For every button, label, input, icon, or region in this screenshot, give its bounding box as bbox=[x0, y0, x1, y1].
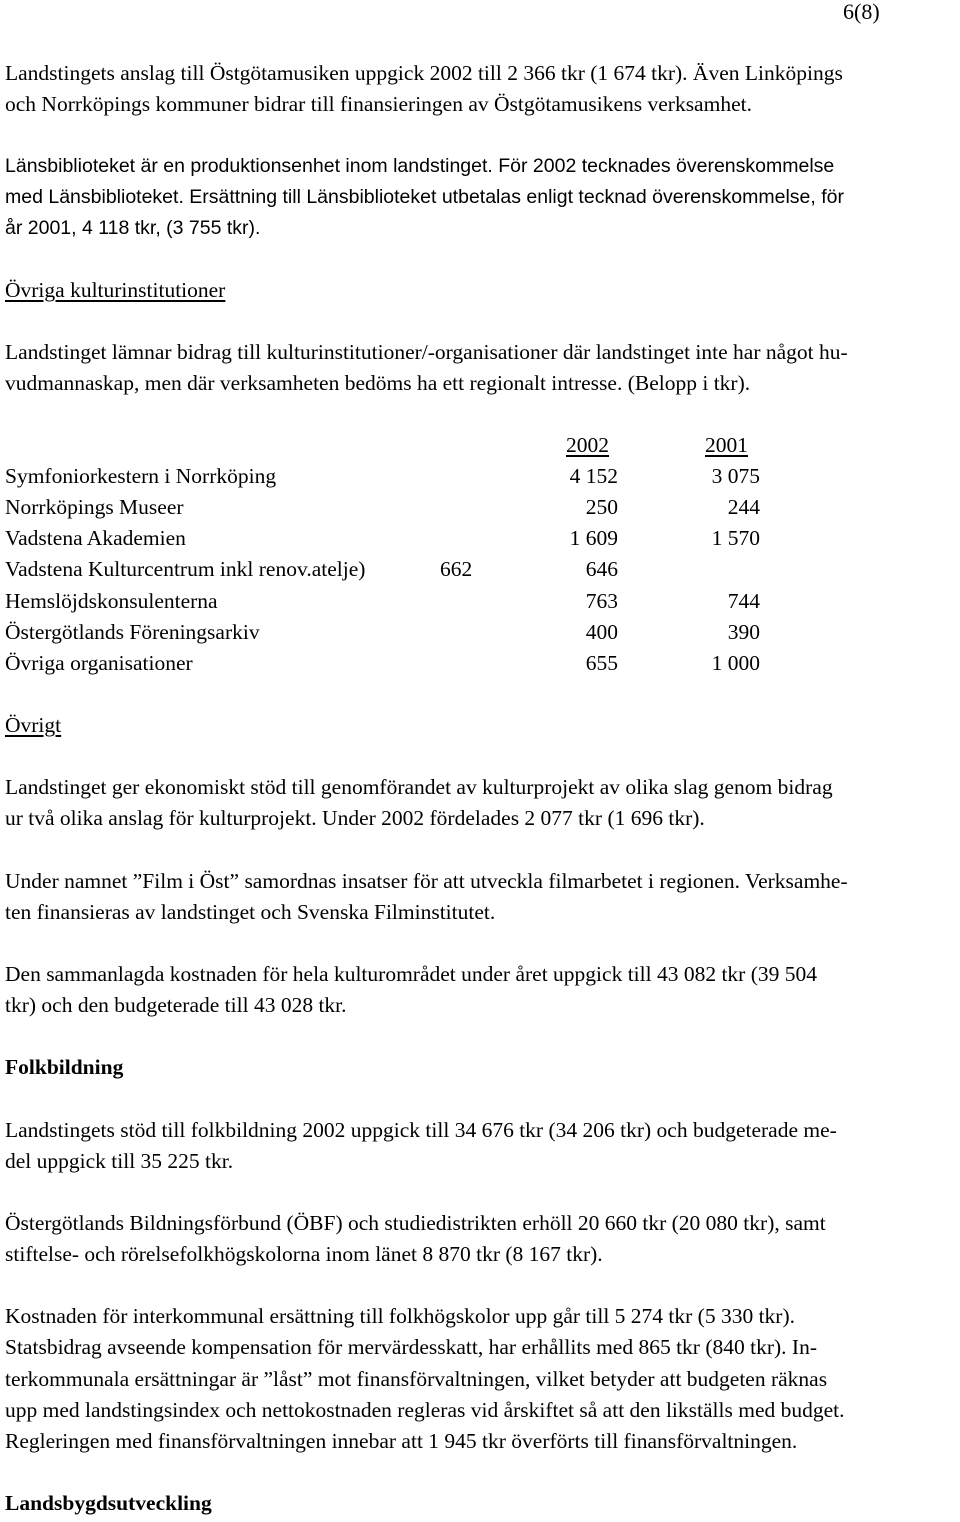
paragraph-line: terkommunala ersättningar är ”låst” mot finansförvaltningen, vilket betyder att budgeten räknas bbox=[5, 1367, 828, 1391]
paragraph-line: Landstingets stöd till folkbildning 2002 uppgick till 34 676 tkr (34 206 tkr) och budgeterade me- bbox=[5, 1118, 837, 1142]
paragraph-line: Statsbidrag avseende kompensation för mervärdesskatt, har erhållits med 865 tkr (840 tkr). In- bbox=[5, 1335, 817, 1359]
paragraph-line: Landstingets anslag till Östgötamusiken uppgick 2002 till 2 366 tkr (1 674 tkr). Även Linköpings bbox=[5, 61, 843, 85]
paragraph-line: Östergötlands Bildningsförbund (ÖBF) och studiedistrikten erhöll 20 660 tkr (20 080 tkr), samt bbox=[5, 1211, 826, 1235]
paragraph-line: och Norrköpings kommuner bidrar till finansieringen av Östgötamusikens verksamhet. bbox=[5, 92, 752, 116]
value-2002: 1 609 bbox=[569, 526, 618, 550]
row-name: Östergötlands Föreningsarkiv bbox=[5, 620, 260, 644]
paragraph-line: Kostnaden för interkommunal ersättning till folkhögskolor upp går till 5 274 tkr (5 330 tkr). bbox=[5, 1304, 795, 1328]
paragraph-line: Under namnet ”Film i Öst” samordnas insatser för att utveckla filmarbetet i regionen. Verksamhe- bbox=[5, 869, 848, 893]
paragraph-line: vudmannaskap, men där verksamheten bedöms ha ett regionalt intresse. (Belopp i tkr). bbox=[5, 371, 751, 395]
paragraph-line: ur två olika anslag för kulturprojekt. Under 2002 fördelades 2 077 tkr (1 696 tkr). bbox=[5, 806, 705, 830]
paragraph-line: Regleringen med finansförvaltningen innebar att 1 945 tkr överförts till finansförvaltningen. bbox=[5, 1429, 798, 1453]
value-2002: 655 bbox=[585, 651, 618, 675]
value-2002: 400 bbox=[585, 620, 618, 644]
paragraph-line: del uppgick till 35 225 tkr. bbox=[5, 1149, 234, 1173]
paragraph-line: stiftelse- och rörelsefolkhögskolorna inom länet 8 870 tkr (8 167 tkr). bbox=[5, 1242, 603, 1266]
value-2002: 250 bbox=[585, 495, 618, 519]
value-extra: 662 bbox=[440, 557, 473, 581]
paragraph-line: Den sammanlagda kostnaden för hela kulturområdet under året uppgick till 43 082 tkr (39 504 bbox=[5, 962, 818, 986]
paragraph-line: år 2001, 4 118 tkr, (3 755 tkr). bbox=[5, 217, 261, 239]
section-heading-landsbygdsutveckling: Landsbygdsutveckling bbox=[5, 1491, 212, 1515]
value-2001: 244 bbox=[727, 495, 760, 519]
paragraph-line: tkr) och den budgeterade till 43 028 tkr. bbox=[5, 993, 347, 1017]
paragraph-line: Länsbiblioteket är en produktionsenhet inom landstinget. För 2002 tecknades överenskommelse bbox=[5, 155, 835, 177]
value-2001: 390 bbox=[727, 620, 760, 644]
paragraph-line: upp med landstingsindex och nettokostnaden regleras vid årskiftet så att den likställs med budget. bbox=[5, 1398, 845, 1422]
paragraph-line: Landstinget ger ekonomiskt stöd till genomförandet av kulturprojekt av olika slag genom bidrag bbox=[5, 775, 833, 799]
value-2001: 1 570 bbox=[711, 526, 760, 550]
value-2001: 1 000 bbox=[711, 651, 760, 675]
section-heading-ovrigt: Övrigt bbox=[5, 713, 62, 737]
row-name: Övriga organisationer bbox=[5, 651, 193, 675]
row-name: Symfoniorkestern i Norrköping bbox=[5, 464, 277, 488]
page-number: 6(8) bbox=[843, 0, 880, 24]
value-2001: 3 075 bbox=[711, 464, 760, 488]
value-2002: 4 152 bbox=[569, 464, 618, 488]
value-2002: 763 bbox=[585, 589, 618, 613]
section-heading-folkbildning: Folkbildning bbox=[5, 1055, 124, 1079]
column-header-2001: 2001 bbox=[705, 433, 748, 457]
row-name: Norrköpings Museer bbox=[5, 495, 184, 519]
row-name: Vadstena Akademien bbox=[5, 526, 186, 550]
paragraph-line: med Länsbiblioteket. Ersättning till Länsbiblioteket utbetalas enligt tecknad överenskommelse, för bbox=[5, 186, 844, 208]
section-heading-ovriga-kulturinstitutioner: Övriga kulturinstitutioner bbox=[5, 278, 226, 302]
column-header-2002: 2002 bbox=[566, 433, 609, 457]
value-2002: 646 bbox=[585, 557, 618, 581]
row-name: Hemslöjdskonsulenterna bbox=[5, 589, 218, 613]
row-name: Vadstena Kulturcentrum inkl renov.atelje) bbox=[5, 557, 366, 581]
paragraph-line: Landstinget lämnar bidrag till kulturinstitutioner/-organisationer där landstinget inte har något hu- bbox=[5, 340, 848, 364]
paragraph-line: ten finansieras av landstinget och Svenska Filminstitutet. bbox=[5, 900, 496, 924]
value-2001: 744 bbox=[727, 589, 760, 613]
